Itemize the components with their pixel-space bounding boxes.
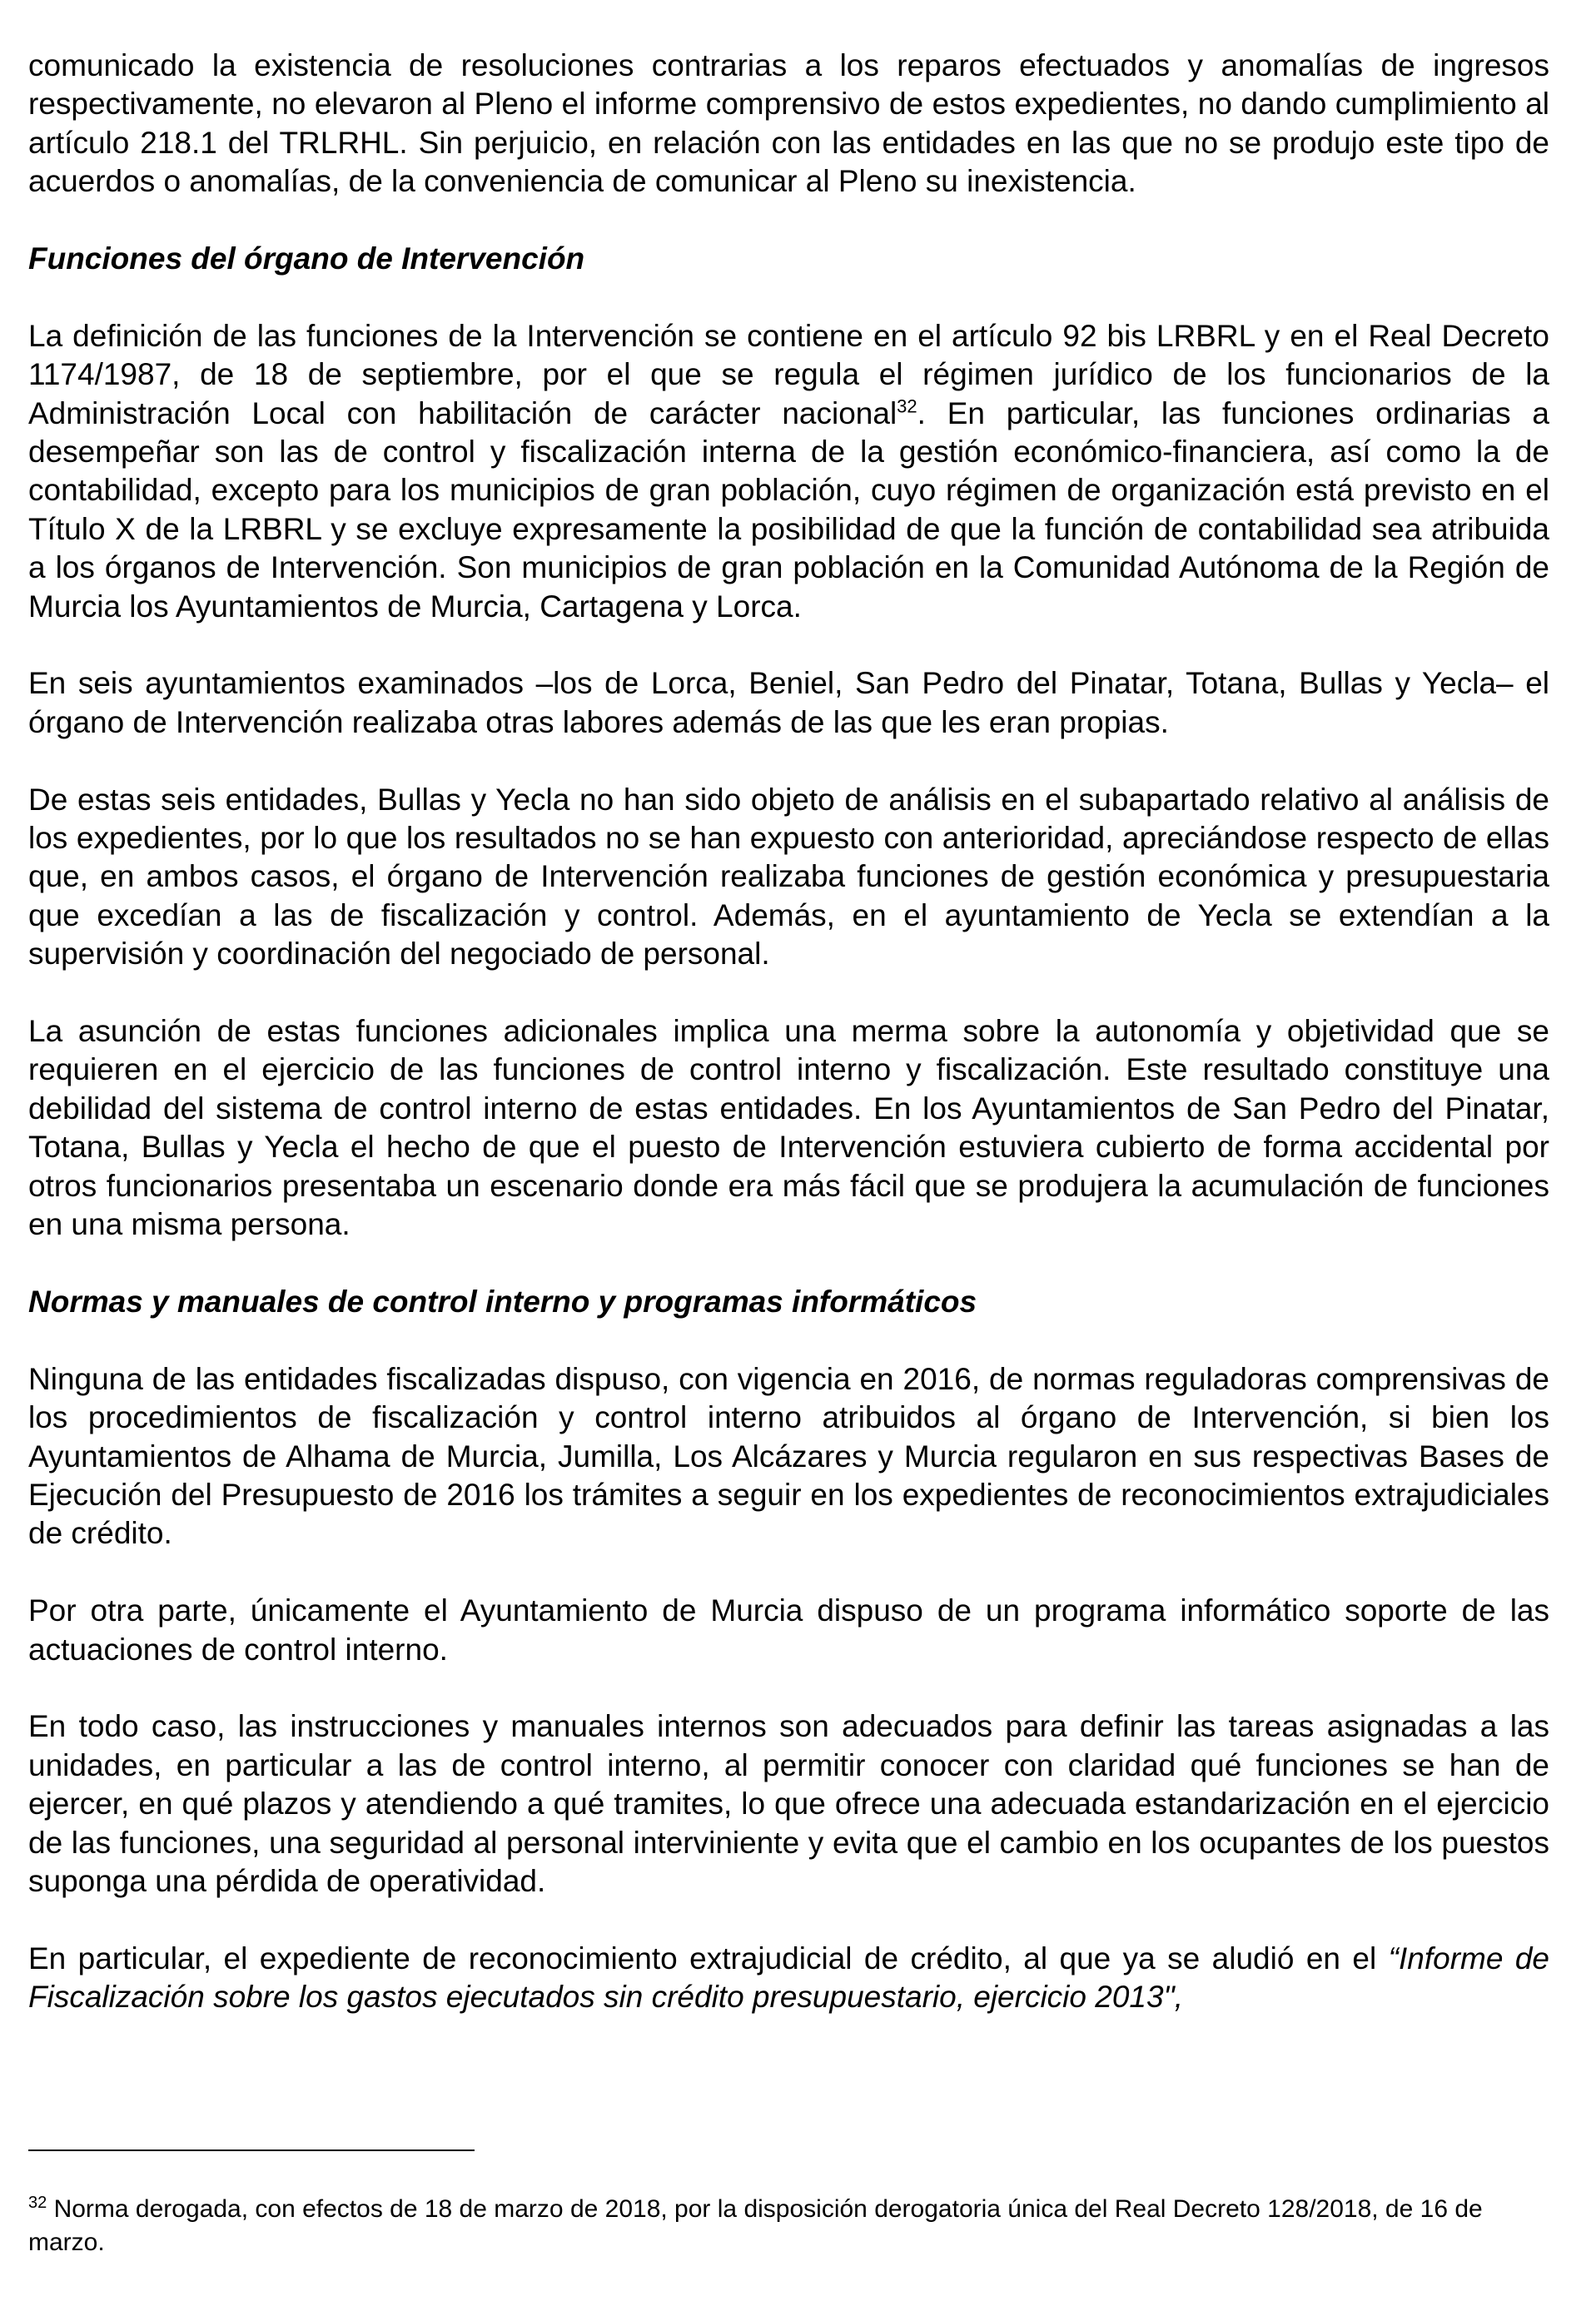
paragraph-seis-ayuntamientos: En seis ayuntamientos examinados –los de Lorca, Beniel, San Pedro del Pinatar, Totana, Bullas y Yecla– el órgano de Intervención realizaba otras labores además de las que les eran propias. bbox=[28, 666, 1549, 739]
paragraph-text-part: . En particular, las funciones ordinarias a desempeñar son las de control y fiscalización interna de la gestión económico-financiera, así como la de contabilidad, excepto para los municipios de gran población, cuyo régimen de organización está previsto en el Título X de la LRBRL y se excluye expresamente la posibilidad de que la función de contabilidad sea atribuida a los órganos de Intervención. Son municipios de gran población en la Comunidad Autónoma de la Región de Murcia los Ayuntamientos de Murcia, Cartagena y Lorca. bbox=[28, 395, 1549, 624]
footnote-reference: 32 bbox=[897, 395, 917, 417]
footnote-text: Norma derogada, con efectos de 18 de marzo de 2018, por la disposición derogatoria única del Real Decreto 128/2018, de 16 de marzo. bbox=[28, 2195, 1483, 2256]
paragraph-bullas-yecla: De estas seis entidades, Bullas y Yecla no han sido objeto de análisis en el subapartado relativo al análisis de los expedientes, por lo que los resultados no se han expuesto con anterioridad, apreciándose respecto de ellas que, en ambos casos, el órgano de Intervención realizaba funciones de gestión económica y presupuestaria que excedían a las de fiscalización y control. Además, en el ayuntamiento de Yecla se extendían a la supervisión y coordinación del negociado de personal. bbox=[28, 782, 1549, 972]
section-heading-funciones: Funciones del órgano de Intervención bbox=[28, 241, 585, 276]
paragraph-asuncion-funciones: La asunción de estas funciones adicionales implica una merma sobre la autonomía y objetividad que se requieren en el ejercicio de las funciones de control interno y fiscalización. Este resultado constituye una debilidad del sistema de control interno de estas entidades. En los Ayuntamientos de San Pedro del Pinatar, Totana, Bullas y Yecla el hecho de que el puesto de Intervención estuviera cubierto de forma accidental por otros funcionarios presentaba un escenario donde era más fácil que se produjera la acumulación de funciones en una misma persona. bbox=[28, 1014, 1549, 1242]
footnote-separator bbox=[28, 2149, 475, 2151]
footnote bbox=[28, 2193, 1549, 2259]
footnote-number: 32 bbox=[28, 2194, 47, 2212]
document-body bbox=[28, 47, 1549, 2017]
paragraph-instrucciones-manuales: En todo caso, las instrucciones y manuales internos son adecuados para definir las tareas asignadas a las unidades, en particular a las de control interno, al permitir conocer con claridad qué funciones se han de ejercer, en qué plazos y atendiendo a qué tramites, lo que ofrece una adecuada estandarización en el ejercicio de las funciones, una seguridad al personal interviniente y evita que el cambio en los ocupantes de los puestos suponga una pérdida de operatividad. bbox=[28, 1709, 1549, 1898]
paragraph-expediente-extrajudicial bbox=[28, 1940, 1549, 2017]
paragraph-programa-informatico: Por otra parte, únicamente el Ayuntamiento de Murcia dispuso de un programa informático soporte de las actuaciones de control interno. bbox=[28, 1593, 1549, 1667]
paragraph-normas-reguladoras: Ninguna de las entidades fiscalizadas dispuso, con vigencia en 2016, de normas reguladoras comprensivas de los procedimientos de fiscalización y control interno atribuidos al órgano de Intervención, si bien los Ayuntamientos de Alhama de Murcia, Jumilla, Los Alcázares y Murcia regularon en sus respectivas Bases de Ejecución del Presupuesto de 2016 los trámites a seguir en los expedientes de reconocimientos extrajudiciales de crédito. bbox=[28, 1361, 1549, 1551]
paragraph-text-part: La definición de las funciones de la Intervención se contiene en el artículo 92 bis LRBRL y en el Real Decreto 1174/1987, de 18 de septiembre, por el que se regula el régimen jurídico de los funcionarios de la Administración Local con habilitación de carácter nacional bbox=[28, 318, 1549, 430]
paragraph-funciones-definicion bbox=[28, 317, 1549, 626]
paragraph-text-part: En particular, el expediente de reconocimiento extrajudicial de crédito, al que ya se aludió en el bbox=[28, 1941, 1389, 1976]
paragraph-continuation: comunicado la existencia de resoluciones contrarias a los reparos efectuados y anomalías de ingresos respectivamente, no elevaron al Pleno el informe comprensivo de estos expedientes, no dando cumplimiento al artículo 218.1 del TRLRHL. Sin perjuicio, en relación con las entidades en las que no se produjo este tipo de acuerdos o anomalías, de la conveniencia de comunicar al Pleno su inexistencia. bbox=[28, 48, 1549, 199]
section-heading-normas: Normas y manuales de control interno y programas informáticos bbox=[28, 1284, 977, 1319]
report-title-italic: “Informe de Fiscalización sobre los gastos ejecutados sin crédito presupuestario, ejercicio 2013", bbox=[28, 1941, 1549, 2015]
